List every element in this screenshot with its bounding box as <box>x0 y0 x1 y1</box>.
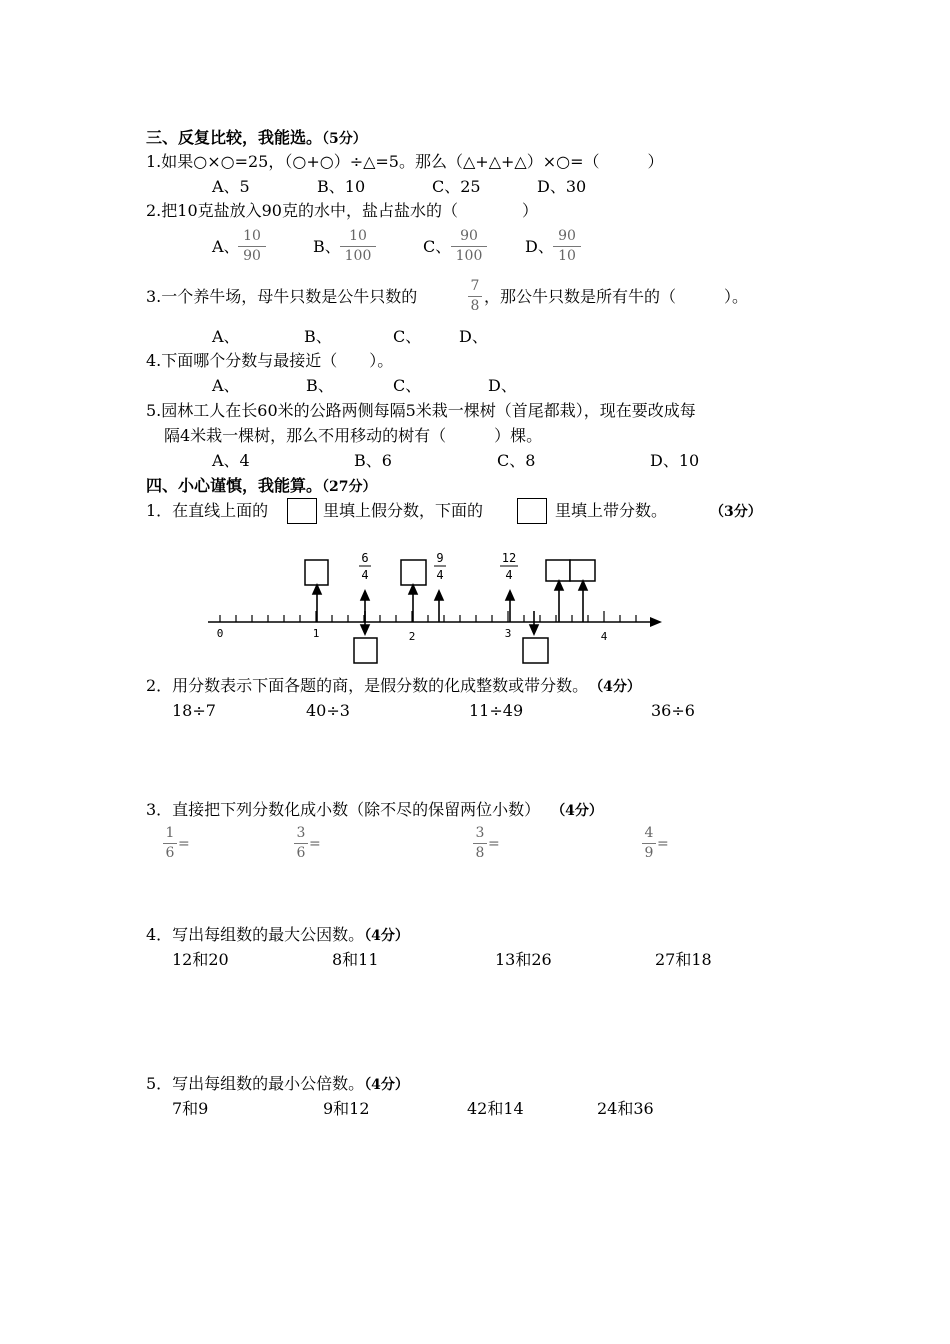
s4-q2-item-4: 36÷6 <box>651 701 695 720</box>
s3-q4-text: 4.下面哪个分数与最接近（ ）。 <box>146 351 394 370</box>
s4-q3-eq-4: = <box>657 836 669 852</box>
answer-box-below-1[interactable] <box>354 638 377 663</box>
s4-q3-text <box>146 800 603 821</box>
s3-q4-option-d[interactable]: D、 <box>488 376 517 395</box>
s3-q2-option-c[interactable]: C、 <box>423 237 452 256</box>
s4-q5-text <box>146 1074 409 1095</box>
s3-q3-text-after: ，那公牛只数是所有牛的（ ）。 <box>484 287 749 306</box>
frac-num: 90 <box>558 228 576 244</box>
s3-q2-option-d[interactable]: D、 <box>525 237 554 256</box>
s4-q3-frac-4 <box>642 826 656 861</box>
frac-den: 8 <box>475 845 485 861</box>
s3-q5-option-b[interactable]: B、6 <box>354 451 392 470</box>
s3-q5-line2: 隔4米栽一棵树，那么不用移动的树有（ ）棵。 <box>164 426 543 445</box>
s3-q4-option-a[interactable]: A、 <box>212 376 240 395</box>
s4-q2-score: （4分） <box>596 679 641 695</box>
frac-den: 100 <box>344 248 372 264</box>
s3-q2-frac-c <box>451 229 487 264</box>
frac-bar <box>294 843 308 844</box>
s3-q1-option-d[interactable]: D、30 <box>537 177 587 196</box>
answer-box-above-1[interactable] <box>305 560 328 585</box>
s3-q3-option-c[interactable]: C、 <box>393 327 422 346</box>
s3-q2-text: 2.把10克盐放入90克的水中，盐占盐水的（ ） <box>146 201 538 220</box>
s4-q3-frac-1 <box>163 826 177 861</box>
section3-score: （5分） <box>322 131 367 147</box>
answer-box-below-2[interactable] <box>523 638 548 663</box>
frac-den: 6 <box>296 845 306 861</box>
s3-q3-option-b[interactable]: B、 <box>304 327 332 346</box>
inline-answer-box-below <box>517 498 547 524</box>
s4-q5-item-3: 42和14 <box>467 1099 524 1118</box>
s4-q3-score: （4分） <box>558 803 603 819</box>
tick-label-4: 4 <box>600 630 608 643</box>
frac-num: 3 <box>475 825 485 841</box>
frac-den: 6 <box>165 845 175 861</box>
up-arrows <box>313 581 587 622</box>
frac-num: 10 <box>349 228 367 244</box>
frac-den: 8 <box>470 298 480 314</box>
frac-bar <box>473 843 487 844</box>
s3-q5-option-c[interactable]: C、8 <box>497 451 536 470</box>
frac-bar <box>163 843 177 844</box>
s3-q2-frac-a <box>238 229 266 264</box>
s4-q1-score: （3分） <box>710 504 762 520</box>
s4-q2-text <box>146 676 641 697</box>
s4-q2-text-main: 2．用分数表示下面各题的商，是假分数的化成整数或带分数。 <box>146 676 589 695</box>
number-line-diagram <box>200 545 670 670</box>
s4-q4-item-4: 27和18 <box>655 950 712 969</box>
fraction-9-4-den: 4 <box>436 568 444 582</box>
s3-q4-option-c[interactable]: C、 <box>393 376 422 395</box>
section4-score: （27分） <box>322 479 377 495</box>
s3-q1-text: 1.如果○×○=25，（○+○）÷△=5。那么（△+△+△）×○=（ ） <box>146 152 664 171</box>
s4-q3-eq-3: = <box>488 836 500 852</box>
s4-q3-frac-2 <box>294 826 308 861</box>
s3-q4-option-b[interactable]: B、 <box>306 376 334 395</box>
s4-q3-frac-3 <box>473 826 487 861</box>
fraction-6-4-den: 4 <box>361 568 369 582</box>
s4-q1-part3: 里填上带分数。 <box>555 501 668 520</box>
frac-bar <box>340 246 376 247</box>
frac-den: 10 <box>558 248 576 264</box>
frac-bar <box>451 246 487 247</box>
s3-q5-option-d[interactable]: D、10 <box>650 451 700 470</box>
s4-q2-item-2: 40÷3 <box>306 701 350 720</box>
frac-den: 100 <box>455 248 483 264</box>
number-line-ticks <box>220 611 636 622</box>
fraction-12-4-num: 12 <box>501 551 517 565</box>
tick-label-0: 0 <box>216 627 224 640</box>
number-line-arrowhead <box>650 617 662 627</box>
frac-num: 7 <box>470 278 480 294</box>
s4-q3-eq-1: = <box>178 836 190 852</box>
tick-label-2: 2 <box>408 630 416 643</box>
answer-box-above-2[interactable] <box>401 560 426 585</box>
s4-q5-text-main: 5．写出每组数的最小公倍数。 <box>146 1074 365 1093</box>
s4-q4-item-2: 8和11 <box>332 950 379 969</box>
s4-q2-item-3: 11÷49 <box>469 701 524 720</box>
frac-bar <box>468 296 482 297</box>
frac-num: 3 <box>296 825 306 841</box>
section3-title <box>146 128 367 149</box>
frac-num: 1 <box>165 825 175 841</box>
s3-q3-option-a[interactable]: A、 <box>212 327 240 346</box>
tick-label-3: 3 <box>504 627 512 640</box>
s3-q2-option-b[interactable]: B、 <box>313 237 341 256</box>
s3-q5-line1: 5.园林工人在长60米的公路两侧每隔5米栽一棵树（首尾都栽），现在要改成每 <box>146 401 696 420</box>
frac-num: 10 <box>243 228 261 244</box>
s3-q3-frac <box>468 279 482 314</box>
s4-q5-item-1: 7和9 <box>172 1099 209 1118</box>
frac-den: 90 <box>243 248 261 264</box>
frac-den: 9 <box>644 845 654 861</box>
s3-q2-option-a[interactable]: A、 <box>212 237 240 256</box>
s3-q1-option-a[interactable]: A、5 <box>212 177 250 196</box>
answer-box-above-4[interactable] <box>570 560 595 581</box>
section4-title-text: 四、小心谨慎，我能算。 <box>146 476 323 495</box>
fraction-6-4-num: 6 <box>361 551 369 565</box>
s3-q2-frac-d <box>553 229 581 264</box>
s4-q1-part2: 里填上假分数，下面的 <box>323 501 484 520</box>
inline-answer-box-above <box>287 498 317 524</box>
s3-q1-option-b[interactable]: B、10 <box>317 177 366 196</box>
answer-box-above-3[interactable] <box>546 560 570 581</box>
fraction-12-4-den: 4 <box>505 568 513 582</box>
s4-q2-item-1: 18÷7 <box>172 701 216 720</box>
s3-q1-option-c[interactable]: C、25 <box>432 177 481 196</box>
s4-q5-item-2: 9和12 <box>323 1099 370 1118</box>
section4-title <box>146 476 377 497</box>
s4-q4-score: （4分） <box>364 928 409 944</box>
s3-q3-text-before: 3.一个养牛场，母牛只数是公牛只数的 <box>146 287 418 306</box>
s4-q1-part1: 1．在直线上面的 <box>146 501 269 520</box>
frac-num: 90 <box>460 228 478 244</box>
s4-q3-text-main: 3．直接把下列分数化成小数（除不尽的保留两位小数） <box>146 800 541 819</box>
s3-q5-option-a[interactable]: A、4 <box>212 451 250 470</box>
s4-q5-item-4: 24和36 <box>597 1099 654 1118</box>
s4-q4-item-1: 12和20 <box>172 950 229 969</box>
frac-num: 4 <box>644 825 654 841</box>
s4-q5-score: （4分） <box>364 1077 409 1093</box>
frac-bar <box>642 843 656 844</box>
s4-q4-text-main: 4．写出每组数的最大公因数。 <box>146 925 365 944</box>
tick-label-1: 1 <box>312 627 320 640</box>
s4-q3-eq-2: = <box>309 836 321 852</box>
frac-bar <box>553 246 581 247</box>
s3-q3-option-d[interactable]: D、 <box>459 327 488 346</box>
fraction-9-4-num: 9 <box>436 551 444 565</box>
s4-q4-item-3: 13和26 <box>495 950 552 969</box>
section3-title-text: 三、反复比较，我能选。 <box>146 128 323 147</box>
s3-q2-frac-b <box>340 229 376 264</box>
frac-bar <box>238 246 266 247</box>
s4-q4-text <box>146 925 409 946</box>
